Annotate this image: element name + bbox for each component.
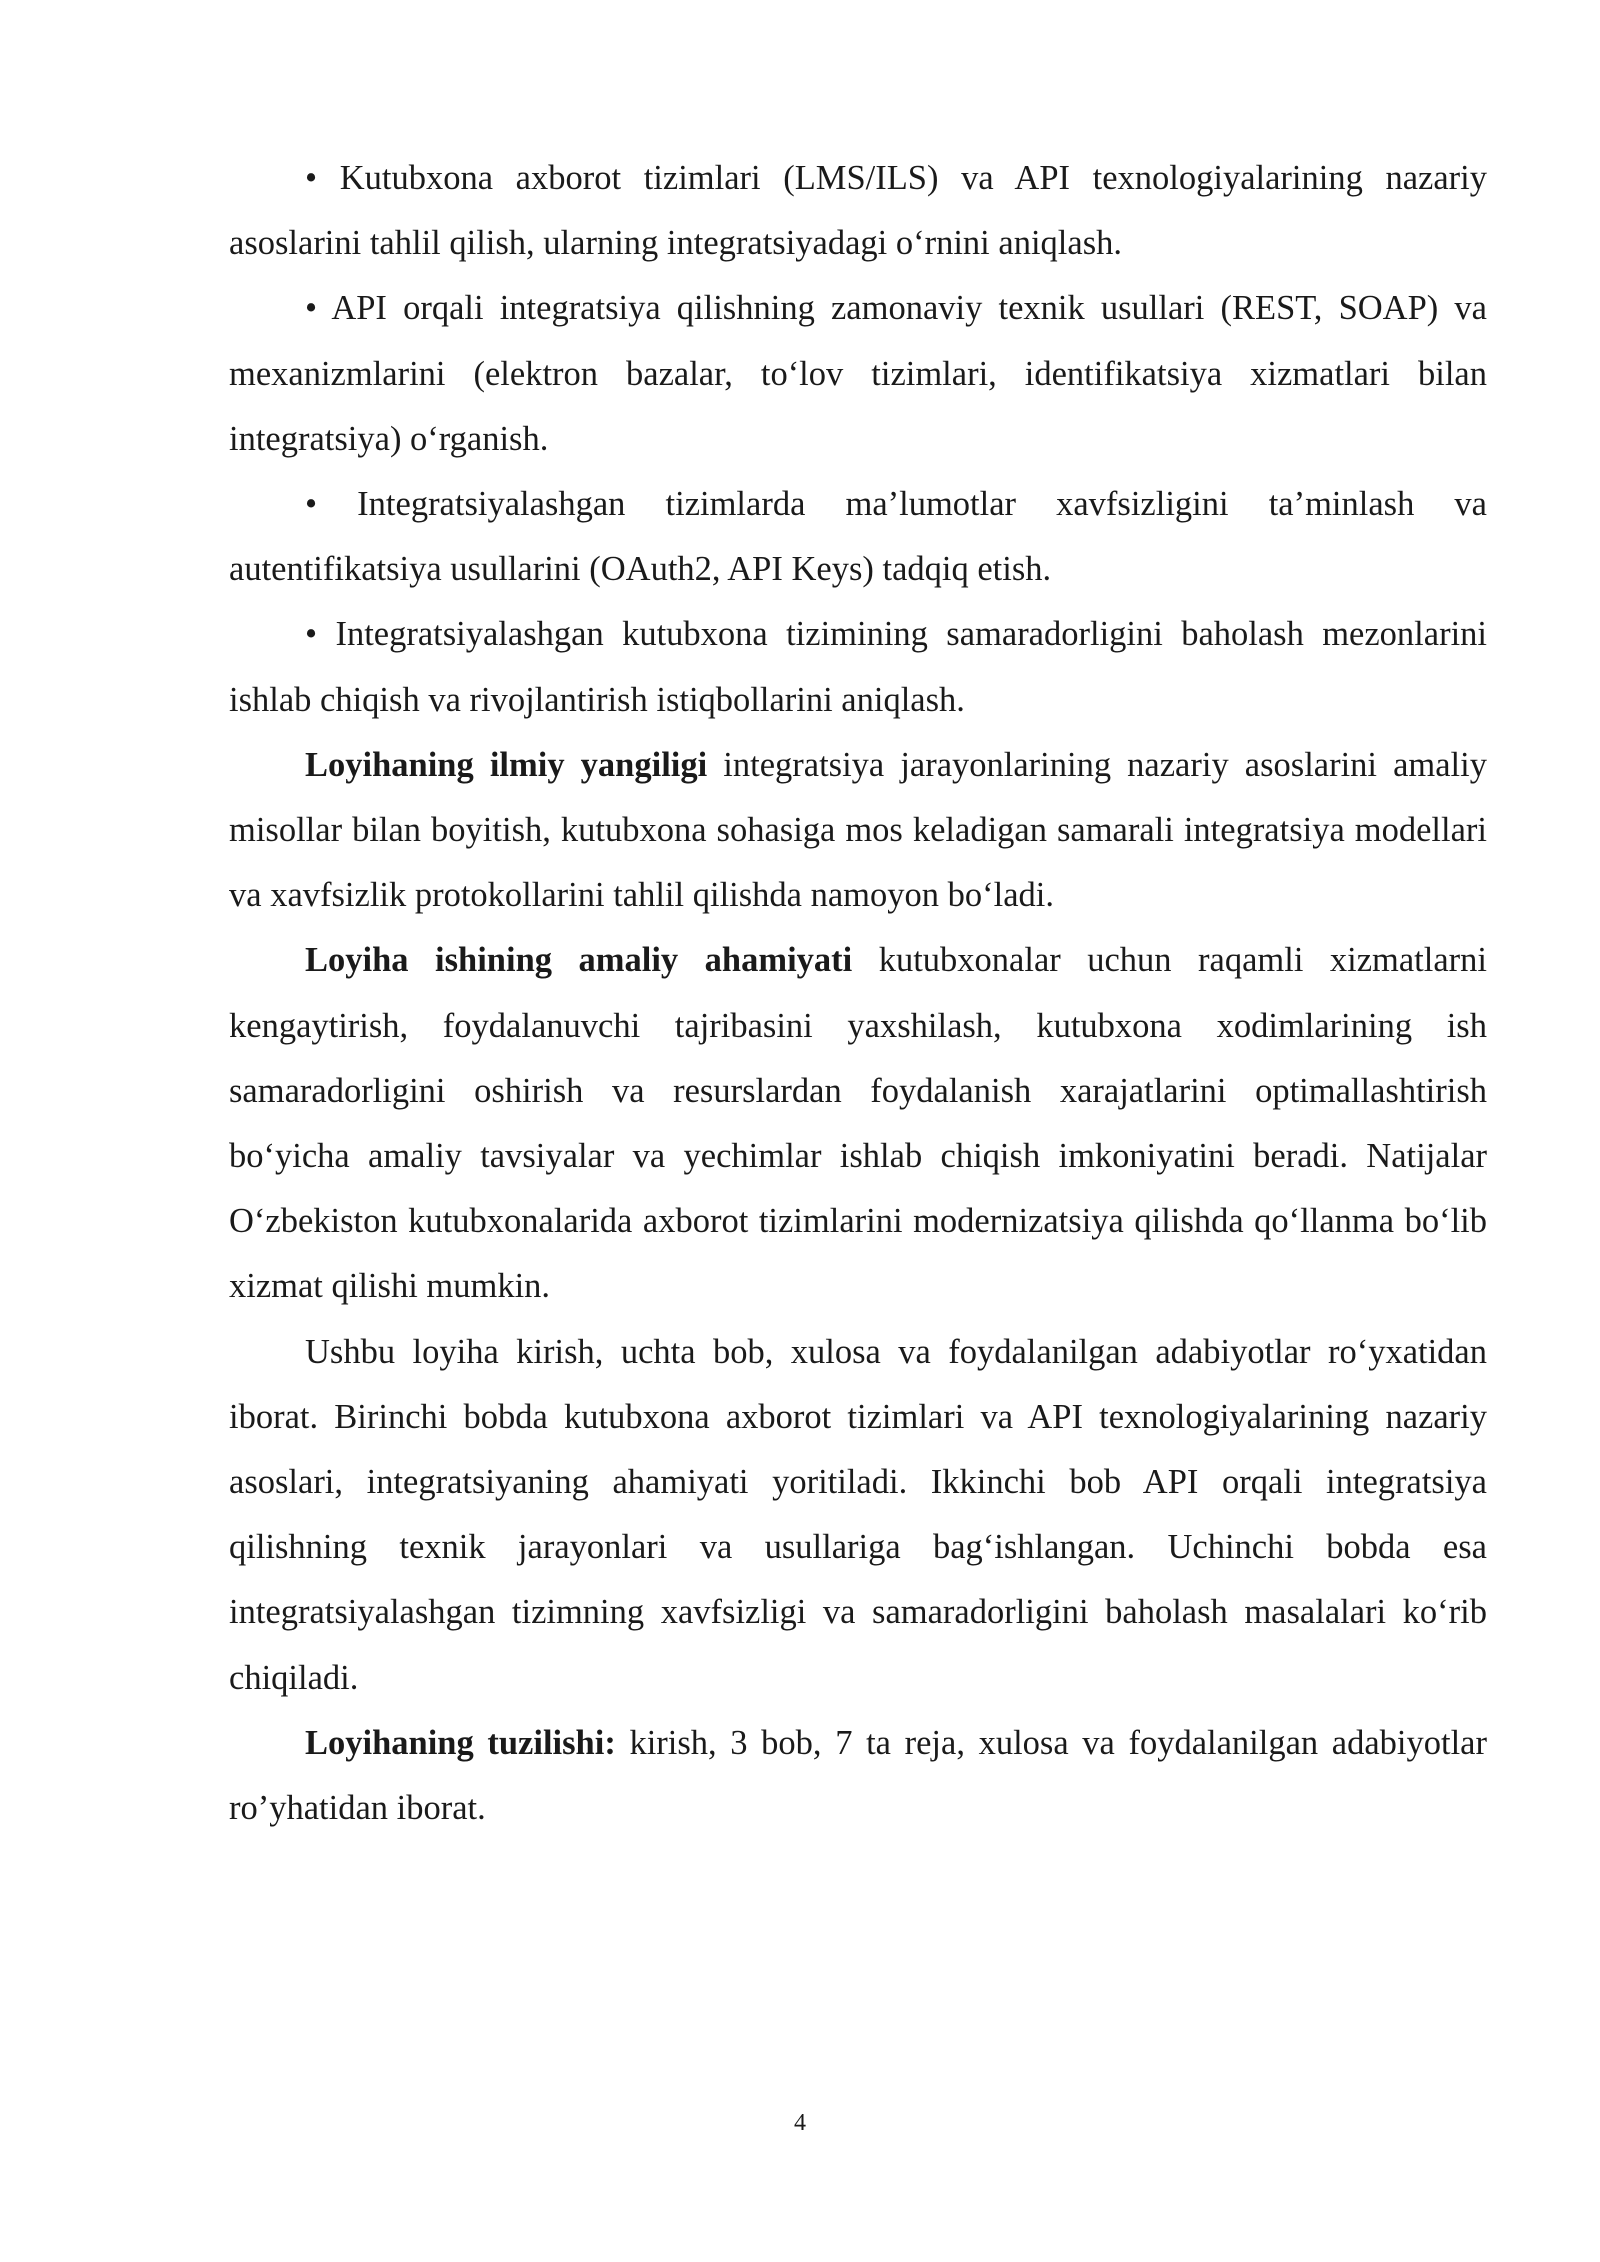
scientific-novelty-paragraph [229,733,1487,929]
practical-significance-heading: Loyiha ishining amaliy ahamiyati [305,941,853,980]
objective-bullet: • Integratsiyalashgan kutubxona tizimining samaradorligini baholash mezonlarini ishlab chiqish va rivojlantirish istiqbollarini aniqlash. [229,615,1487,719]
project-structure-heading: Loyihaning tuzilishi: [305,1723,616,1762]
practical-significance-text: kutubxonalar uchun raqamli xizmatlarni kengaytirish, foydalanuvchi tajribasini yaxshilash, kutubxona xodimlarining ish samaradorligini oshirish va resurslardan foydalanish xarajatlarini optimallashtirish bo‘yicha amaliy tavsiyalar va yechimlar ishlab chiqish imkoniyatini beradi. Natijalar O‘zbekiston kutubxonalarida axborot tizimlarini modernizatsiya qilishda qo‘llanma bo‘lib xizmat qilishi mumkin. [229,941,1487,1306]
objective-bullet: • Integratsiyalashgan tizimlarda ma’lumotlar xavfsizligini ta’minlash va autentifikatsiya usullarini (OAuth2, API Keys) tadqiq etish. [229,485,1487,589]
project-overview-paragraph: Ushbu loyiha kirish, uchta bob, xulosa va foydalanilgan adabiyotlar ro‘yxatidan iborat. Birinchi bobda kutubxona axborot tizimlari va API texnologiyalarining nazariy asoslari, integratsiyaning ahamiyati yoritiladi. Ikkinchi bob API orqali integratsiya qilishning texnik jarayonlari va usullariga bag‘ishlangan. Uchinchi bobda esa integratsiyalashgan tizimning xavfsizligi va samaradorligini baholash masalalari ko‘rib chiqiladi. [229,1332,1487,1697]
scientific-novelty-heading: Loyihaning ilmiy yangiligi [305,745,708,784]
page-number: 4 [794,2110,806,2136]
document-body [229,146,1487,1841]
objective-bullet: • API orqali integratsiya qilishning zamonaviy texnik usullari (REST, SOAP) va mexanizmlarini (elektron bazalar, to‘lov tizimlari, identifikatsiya xizmatlari bilan integratsiya) o‘rganish. [229,289,1487,458]
project-structure-text: kirish, 3 bob, 7 ta reja, xulosa va foydalanilgan adabiyotlar ro’yhatidan iborat. [229,1723,1487,1828]
project-structure-paragraph [229,1711,1487,1841]
scientific-novelty-text: integratsiya jarayonlarining nazariy asoslarini amaliy misollar bilan boyitish, kutubxona sohasiga mos keladigan samarali integratsiya modellari va xavfsizlik protokollarini tahlil qilishda namoyon bo‘ladi. [229,745,1487,915]
objective-bullet: • Kutubxona axborot tizimlari (LMS/ILS) va API texnologiyalarining nazariy asoslarini tahlil qilish, ularning integratsiyadagi o‘rnini aniqlash. [229,159,1487,263]
practical-significance-paragraph [229,928,1487,1319]
